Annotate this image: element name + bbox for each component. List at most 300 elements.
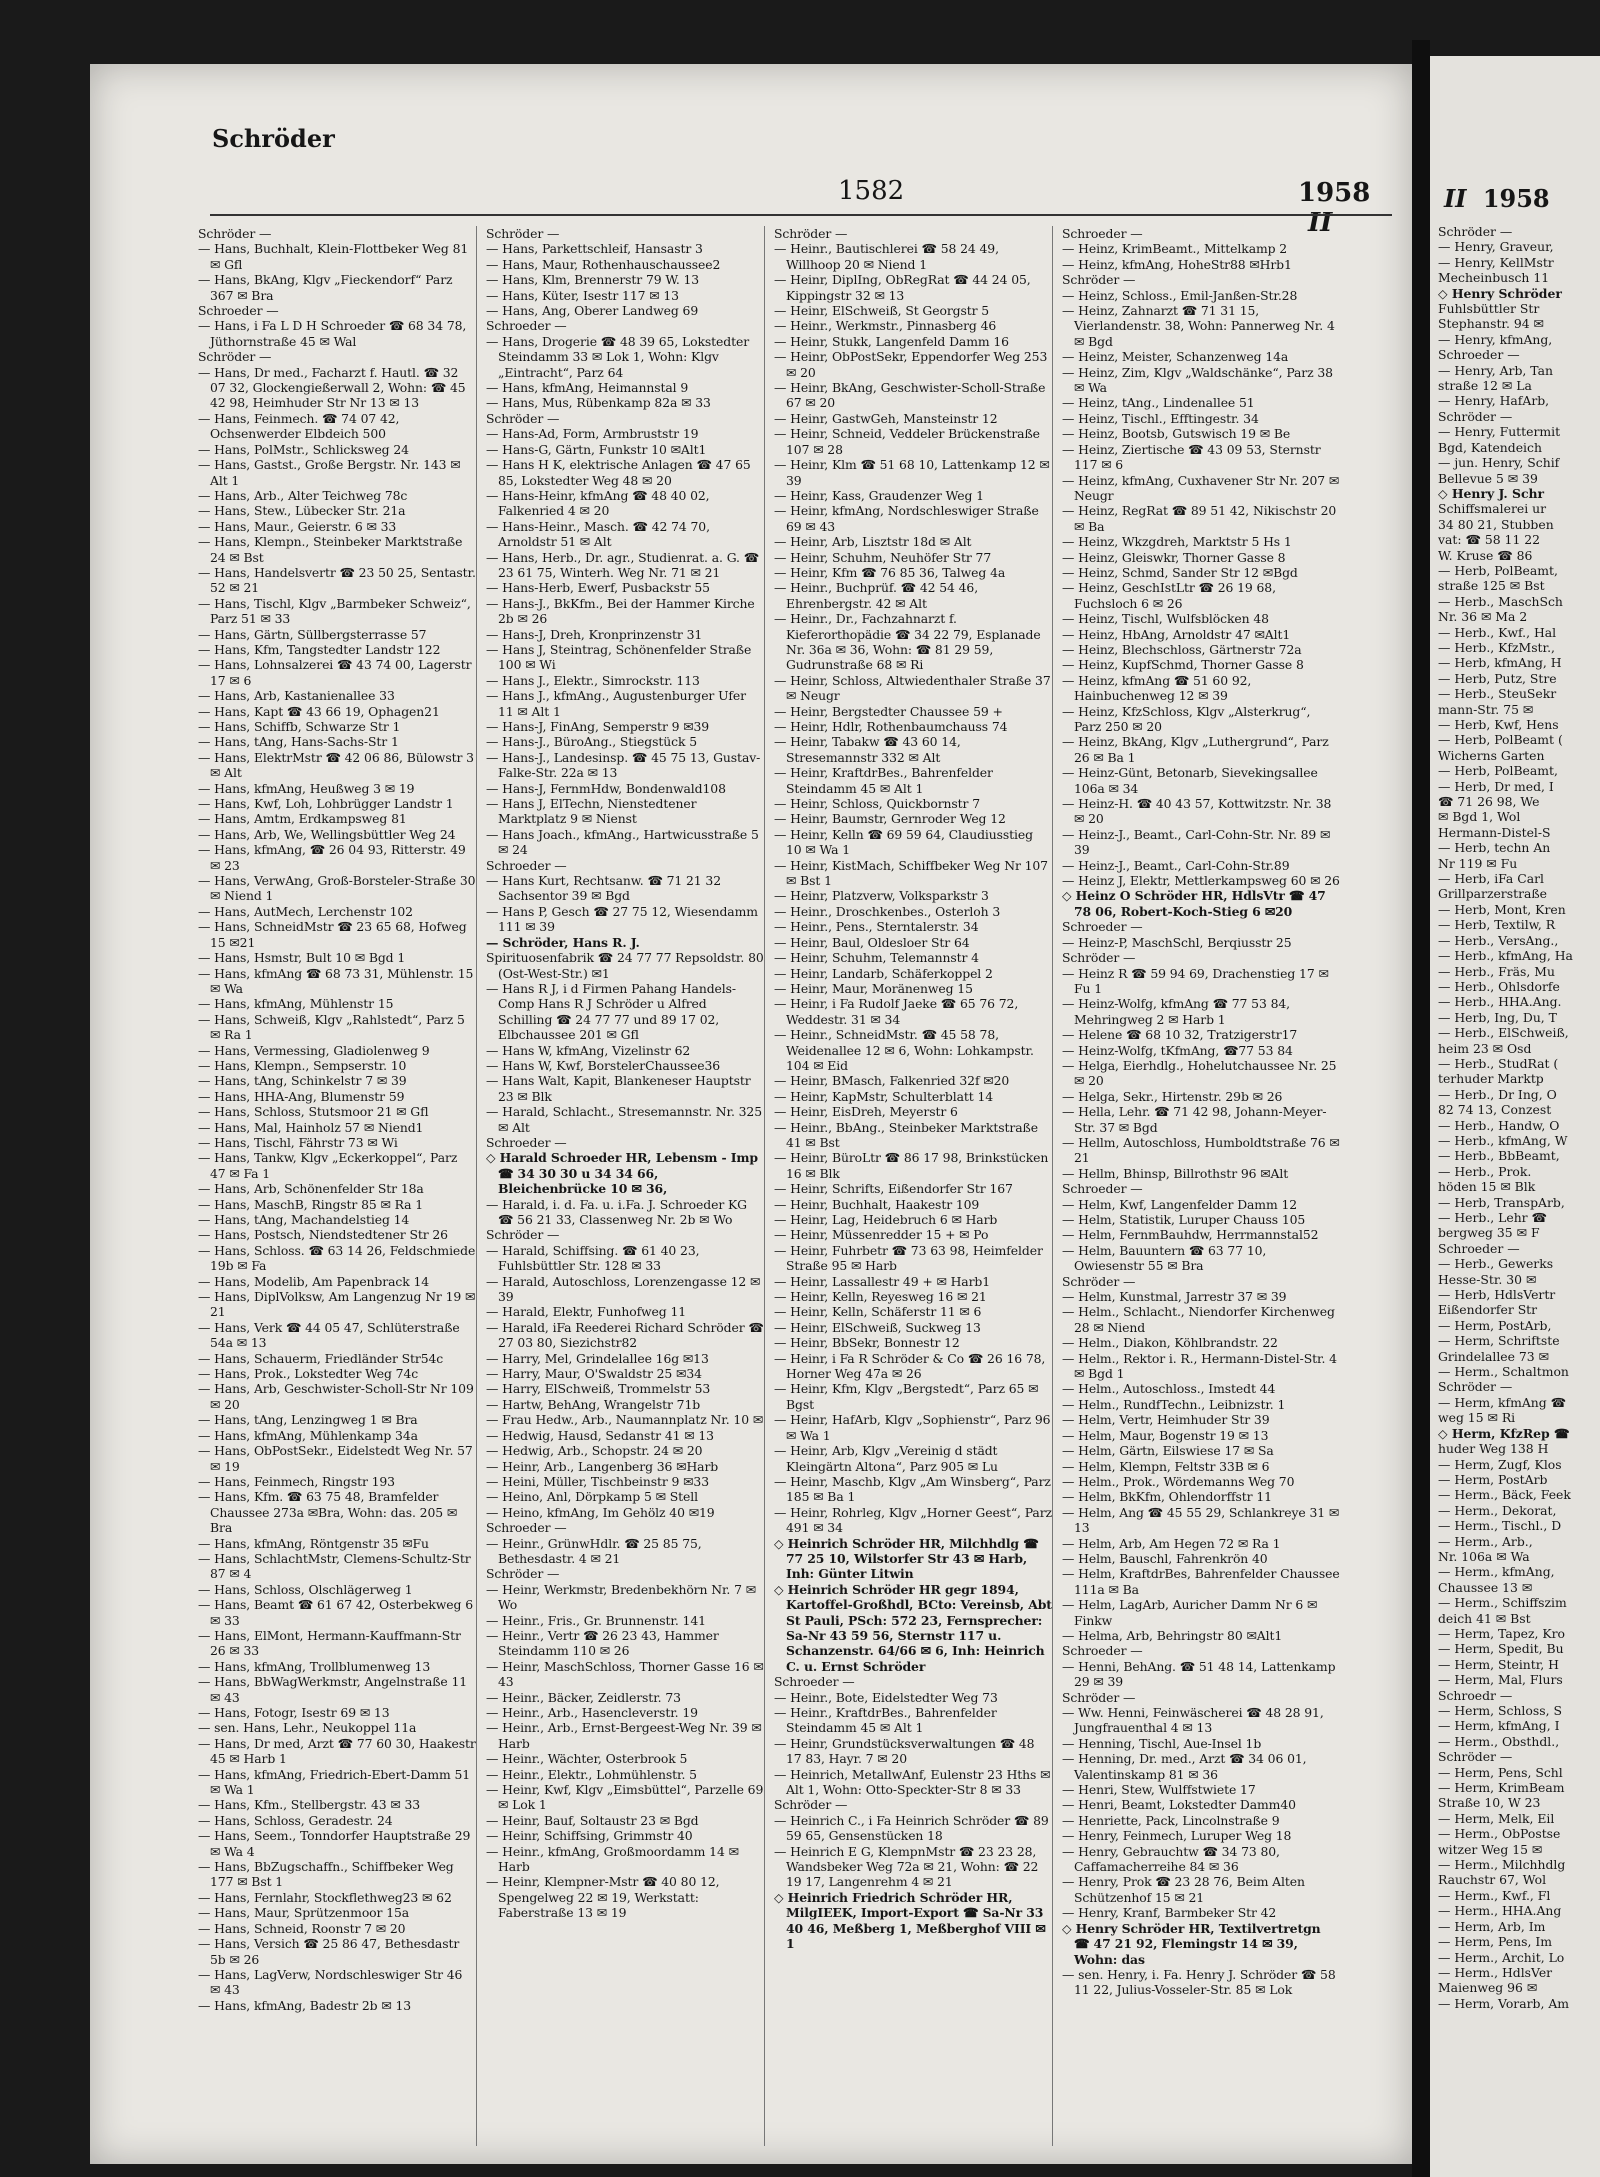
directory-entry: — Heinr, Kwf, Klgv „Eimsbüttel“, Parzelle 69 ✉ Lok 1 — [486, 1782, 764, 1813]
right-page-entry: mann-Str. 75 ✉ — [1438, 701, 1534, 717]
directory-entry: — Hans P, Gesch ☎ 27 75 12, Wiesendamm 111 ✉ 39 — [486, 903, 758, 935]
directory-entry: Schroeder — — [486, 318, 567, 334]
directory-entry: — Heinr, Bergstedter Chaussee 59 + — [774, 703, 1003, 719]
right-page-entry: — Herb, Textilw, R — [1438, 917, 1556, 933]
directory-entry: — Hans H K, elektrische Anlagen ☎ 47 65 85, Lokstedter Weg 48 ✉ 20 — [486, 457, 751, 488]
directory-entry: Schröder — — [774, 226, 848, 241]
right-page-entry: — Herb., MaschSch — [1438, 593, 1563, 609]
directory-entry: — Hans, Maur, Rothenhauschaussee2 — [486, 256, 721, 272]
directory-entry: — Heinr., Bautischlerei ☎ 58 24 49, Willhoop 20 ✉ Niend 1 — [774, 241, 999, 272]
right-page-entry: — Herb, Putz, Stre — [1438, 670, 1557, 686]
right-page-entry: ◇ Herm, KfzRep ☎ — [1438, 1425, 1570, 1441]
directory-entry: — Hans, Kfm, Tangstedter Landstr 122 — [198, 641, 441, 657]
right-page-entry: — Herm., Arb., — [1438, 1533, 1533, 1549]
directory-entry: — Heinr, MaschSchloss, Thorner Gasse 16 ✉ 43 — [486, 1658, 764, 1690]
directory-entry: — Helm, Statistik, Luruper Chauss 105 — [1062, 1212, 1306, 1227]
directory-entry: — Hans, Beamt ☎ 61 67 42, Osterbekweg 6 ✉ 33 — [198, 1597, 473, 1628]
right-page-entry: — Henry, kfmAng, — [1438, 331, 1553, 347]
directory-column-4 — [1062, 226, 1340, 2146]
right-page-entry: — Herm, Zugf, Klos — [1438, 1456, 1562, 1472]
right-page-entry: — Herb., Kwf., Hal — [1438, 624, 1557, 640]
directory-entry: — Hans, Versich ☎ 25 86 47, Bethesdastr 5b ✉ 26 — [198, 1936, 460, 1967]
right-page-entry: — Herm., Milchhdlg — [1438, 1857, 1566, 1873]
right-page-header — [1444, 184, 1550, 213]
right-page-entry: terhuder Marktp — [1438, 1071, 1544, 1087]
directory-entry: — Heinz, GeschIstLtr ☎ 26 19 68, Fuchsloch 6 ✉ 26 — [1062, 580, 1276, 611]
directory-entry: — Hans, kfmAng, ☎ 26 04 93, Ritterstr. 49 ✉ 23 — [198, 842, 466, 873]
directory-entry: — Heinr, Kfm, Klgv „Bergstedt“, Parz 65 ✉ Bgst — [774, 1381, 1039, 1412]
directory-entry: — Heinz, HbAng, Arnoldstr 47 ✉Alt1 — [1062, 626, 1291, 642]
directory-entry: — Hans, SchlachtMstr, Clemens-Schultz-Str 87 ✉ 4 — [198, 1550, 471, 1582]
directory-entry: — Heinr., Werkmstr., Pinnasberg 46 — [774, 318, 997, 334]
right-page-entry: — Herm., ObPostse — [1438, 1826, 1561, 1842]
directory-entry: — Heinz R ☎ 59 94 69, Drachenstieg 17 ✉ Fu 1 — [1062, 965, 1329, 996]
directory-entry: — Hans W, Kwf, BorstelerChaussee36 — [486, 1057, 721, 1073]
directory-entry: — Hans, Fotogr, Isestr 69 ✉ 13 — [198, 1705, 390, 1720]
directory-entry: — Hans, Schneid, Roonstr 7 ✉ 20 — [198, 1920, 406, 1936]
right-page-entry: Straße 10, W 23 — [1438, 1795, 1541, 1811]
directory-entry: — Hans, Lohnsalzerei ☎ 43 74 00, Lagerstr 17 ✉ 6 — [198, 657, 472, 688]
directory-entry: — Helm, Klempn, Feltstr 33B ✉ 6 — [1062, 1458, 1270, 1474]
right-header-volume: II — [1444, 184, 1467, 213]
directory-entry: — Heinr, KistMach, Schiffbeker Weg Nr 107 ✉ Bst 1 — [774, 857, 1048, 889]
directory-entry: — Hans-J., Landesinsp. ☎ 45 75 13, Gustav-Falke-Str. 22a ✉ 13 — [486, 749, 761, 781]
right-page-entry: 34 80 21, Stubben — [1438, 516, 1554, 532]
directory-entry: Schröder — — [1062, 1689, 1136, 1705]
directory-entry: — Ww. Henni, Feinwäscherei ☎ 48 28 91, Jungfrauenthal 4 ✉ 13 — [1062, 1705, 1324, 1736]
directory-entry: — Heinr., Wächter, Osterbrook 5 — [486, 1751, 688, 1767]
directory-entry: — Hans, Prok., Lokstedter Weg 74c — [198, 1366, 419, 1382]
directory-entry: — Hans Kurt, Rechtsanw. ☎ 71 21 32 Sachsentor 39 ✉ Bgd — [486, 873, 721, 904]
right-page-entry: straße 12 ✉ La — [1438, 378, 1532, 394]
right-page-entry: Maienweg 96 ✉ — [1438, 1980, 1538, 1996]
directory-entry: — Heinr, Maur, Moränenweg 15 — [774, 980, 973, 996]
right-page-entry: — Herm., Obsthdl., — [1438, 1733, 1560, 1749]
directory-entry: — Hans, Fernlahr, Stockflethweg23 ✉ 62 — [198, 1889, 452, 1905]
directory-entry: Schröder — — [198, 349, 272, 365]
right-page-entry: — Henry, HafArb, — [1438, 393, 1550, 409]
directory-entry: — Hans-Heinr., Masch. ☎ 42 74 70, Arnoldstr 51 ✉ Alt — [486, 518, 710, 550]
directory-entry: — Hans, Schloss. ☎ 63 14 26, Feldschmiede 19b ✉ Fa — [198, 1242, 476, 1274]
directory-entry: — Heinz, Meister, Schanzenweg 14a — [1062, 349, 1289, 365]
directory-entry: — Heinr., SchneidMstr. ☎ 45 58 78, Weidenallee 12 ✉ 6, Wohn: Lohkampstr. 104 ✉ Eid — [774, 1027, 1034, 1073]
directory-entry: — Hans-Heinr, kfmAng ☎ 48 40 02, Falkenried 4 ✉ 20 — [486, 487, 710, 519]
directory-entry: — Hans, Kfm. ☎ 63 75 48, Bramfelder Chaussee 273a ✉Bra, Wohn: das. 205 ✉ Bra — [198, 1489, 458, 1536]
directory-entry: — Heinr, Schrifts, Eißendorfer Str 167 — [774, 1181, 1013, 1197]
directory-entry: Schroeder — — [1062, 919, 1143, 935]
directory-entry: — Hans-J., BüroAng., Stiegstück 5 — [486, 734, 697, 750]
directory-entry: — Hans W, kfmAng, Vizelinstr 62 — [486, 1042, 691, 1058]
directory-entry: — Heinrich C., i Fa Heinrich Schröder ☎ 89 59 65, Gensenstücken 18 — [774, 1812, 1049, 1844]
directory-entry: — Henry, Gebrauchtw ☎ 34 73 80, Caffamacherreihe 84 ✉ 36 — [1062, 1843, 1280, 1875]
directory-entry: — Heinr., BbAng., Steinbeker Marktstraße 41 ✉ Bst — [774, 1119, 1038, 1150]
directory-entry: — Hans-J, Dreh, Kronprinzenstr 31 — [486, 626, 703, 642]
directory-entry: — Heinz, BkAng, Klgv „Luthergrund“, Parz 26 ✉ Ba 1 — [1062, 734, 1329, 765]
directory-entry: — Hans, HHA-Ang, Blumenstr 59 — [198, 1088, 405, 1104]
right-page-entry: — Herm, kfmAng ☎ — [1438, 1394, 1567, 1410]
directory-entry: — Heinz, tAng., Lindenallee 51 — [1062, 395, 1255, 411]
directory-entry: — Harry, Maur, O'Swaldstr 25 ✉34 — [486, 1366, 702, 1382]
directory-entry: — Heinr, Tabakw ☎ 43 60 14, Stresemannstr 332 ✉ Alt — [774, 734, 961, 765]
right-page-entry: witzer Weg 15 ✉ — [1438, 1841, 1543, 1857]
directory-entry: — Heinr., KraftdrBes., Bahrenfelder Steindamm 45 ✉ Alt 1 — [774, 1705, 997, 1736]
right-header-year: 1958 — [1482, 184, 1550, 213]
right-page-entry: Bellevue 5 ✉ 39 — [1438, 470, 1538, 486]
directory-entry: — Heinr, Lag, Heidebruch 6 ✉ Harb — [774, 1212, 998, 1227]
directory-entry: — Heinr, BkAng, Geschwister-Scholl-Straße 67 ✉ 20 — [774, 380, 1046, 411]
directory-entry: ◇ Heinrich Friedrich Schröder HR, MilgIEEK, Import-Export ☎ Sa-Nr 33 40 46, Meßberg 1, Meßberghof VIII ✉ 1 — [774, 1889, 1046, 1952]
directory-entry: — Heinz-P, MaschSchl, Berqiusstr 25 — [1062, 934, 1292, 950]
right-page-entry: — Herb., StudRat ( — [1438, 1055, 1559, 1071]
directory-entry: — Hans, Dr med, Arzt ☎ 77 60 30, Haakestr 45 ✉ Harb 1 — [198, 1735, 476, 1767]
right-page-entry: — Herm., Schaltmon — [1438, 1364, 1569, 1380]
directory-entry: — Helm., Schlacht., Niendorfer Kirchenweg 28 ✉ Niend — [1062, 1304, 1335, 1335]
right-page-entry: — Herm., Kwf., Fl — [1438, 1887, 1551, 1903]
directory-entry: — Heinz, Wkzgdreh, Marktstr 5 Hs 1 — [1062, 534, 1292, 550]
directory-entry: — Heinr, Schuhm, Telemannstr 4 — [774, 950, 979, 966]
directory-entry: — Heinr, Schiffsing, Grimmstr 40 — [486, 1828, 693, 1844]
directory-entry: — Hans, Tankw, Klgv „Eckerkoppel“, Parz 47 ✉ Fa 1 — [198, 1150, 458, 1181]
directory-entry: — Hans, PolMstr., Schlicksweg 24 — [198, 441, 409, 457]
directory-entry: — Hans, ElMont, Hermann-Kauffmann-Str 26 ✉ 33 — [198, 1627, 461, 1659]
directory-entry: — Hans R J, i d Firmen Pahang Handels-Comp Hans R J Schröder u Alfred Schilling ☎ 24 77 77 und 89 17 02, Elbchaussee 201 ✉ Gfl — [486, 980, 736, 1043]
right-page-entry: Schröder — — [1438, 1379, 1513, 1395]
directory-entry: — Hans-Herb, Ewerf, Pusbackstr 55 — [486, 580, 710, 596]
right-page-entry: — Herb, kfmAng, H — [1438, 655, 1562, 671]
directory-entry: — Hans, Kapt ☎ 43 66 19, Ophagen21 — [198, 703, 440, 719]
directory-entry: — Heinz-H. ☎ 40 43 57, Kottwitzstr. Nr. 38 ✉ 20 — [1062, 796, 1332, 827]
right-page-entry: Eißendorfer Str — [1438, 1302, 1538, 1318]
directory-entry: — Heinz, kfmAng, HoheStr88 ✉Hrb1 — [1062, 256, 1292, 272]
directory-entry: — Heinr, Schuhm, Neuhöfer Str 77 — [774, 549, 992, 565]
directory-entry: — Heinz J, Elektr, Mettlerkampsweg 60 ✉ 26 — [1062, 873, 1340, 889]
directory-entry: — Harald, i. d. Fa. u. i.Fa. J. Schroeder KG ☎ 56 21 33, Classenweg Nr. 2b ✉ Wo — [486, 1196, 747, 1227]
directory-entry: — Henry, Prok ☎ 23 28 76, Beim Alten Schützenhof 15 ✉ 21 — [1062, 1874, 1305, 1905]
directory-entry: — Hans J., Elektr., Simrockstr. 113 — [486, 672, 700, 688]
directory-entry: — Heinz, Bootsb, Gutswisch 19 ✉ Be — [1062, 426, 1291, 442]
right-page-entry: ◇ Henry Schröder — [1438, 285, 1562, 301]
directory-entry: Schroeder — — [486, 1520, 567, 1536]
directory-entry: — Hans, ElektrMstr ☎ 42 06 86, Bülowstr 3 ✉ Alt — [198, 749, 474, 781]
directory-entry: — Hans, Tischl, Klgv „Barmbeker Schweiz“, Parz 51 ✉ 33 — [198, 595, 471, 627]
directory-entry: — Hans, Mal, Hainholz 57 ✉ Niend1 — [198, 1119, 424, 1135]
directory-entry: — Henni, BehAng. ☎ 51 48 14, Lattenkamp 29 ✉ 39 — [1062, 1658, 1336, 1690]
directory-entry: — Heinr, HafArb, Klgv „Sophienstr“, Parz 96 ✉ Wa 1 — [774, 1412, 1051, 1443]
directory-entry: — Heinr, Maschb, Klgv „Am Winsberg“, Parz 185 ✉ Ba 1 — [774, 1473, 1051, 1505]
directory-entry: ◇ Henry Schröder HR, Textilvertretgn ☎ 47 21 92, Flemingstr 14 ✉ 39, Wohn: das — [1062, 1920, 1321, 1967]
directory-entry: — Heinr, ElSchweiß, Suckweg 13 — [774, 1319, 981, 1335]
directory-entry: — Hans, Modelib, Am Papenbrack 14 — [198, 1273, 430, 1289]
right-page-entry: — Herm, Schloss, S — [1438, 1703, 1562, 1718]
directory-entry: — Hedwig, Hausd, Sedanstr 41 ✉ 13 — [486, 1427, 714, 1443]
directory-entry: ◇ Harald Schroeder HR, Lebensm - Imp ☎ 34 30 30 u 34 34 66, Bleichenbrücke 10 ✉ 36, — [486, 1150, 758, 1197]
right-page-entry: — Herb, Kwf, Hens — [1438, 717, 1559, 732]
directory-entry: — Heinr, Kelln, Reyesweg 16 ✉ 21 — [774, 1289, 987, 1305]
directory-entry: — Hans, Maur, Sprützenmoor 15a — [198, 1905, 410, 1921]
right-page-entry: Hermann-Distel-S — [1438, 824, 1551, 840]
right-page-entry: Schröder — — [1438, 224, 1513, 239]
directory-entry: — Helm, Maur, Bogenstr 19 ✉ 13 — [1062, 1427, 1269, 1443]
directory-entry: — Heinr, Baul, Oldesloer Str 64 — [774, 934, 970, 950]
directory-entry: — Schröder, Hans R. J. — [486, 934, 640, 950]
right-page-entry: straße 125 ✉ Bst — [1438, 578, 1545, 594]
right-page-entry: Schroeder — — [1438, 1240, 1520, 1256]
directory-entry: — Hans, Arb, Schönenfelder Str 18a — [198, 1181, 424, 1197]
directory-entry: — Helm, Gärtn, Eilswiese 17 ✉ Sa — [1062, 1443, 1274, 1459]
right-page-entry: — Herm., Dekorat, — [1438, 1502, 1557, 1518]
left-page — [90, 64, 1412, 2164]
right-page-entry: — Herm, Tapez, Kro — [1438, 1625, 1566, 1641]
directory-column-2 — [486, 226, 765, 2146]
right-page-entry: — Herb., VersAng., — [1438, 932, 1559, 948]
directory-entry: Spirituosenfabrik ☎ 24 77 77 Repsoldstr. 80 (Ost-West-Str.) ✉1 — [486, 950, 764, 981]
right-page-entry: — Henry, Graveur, — [1438, 239, 1554, 255]
directory-entry: — Hans, SchneidMstr ☎ 23 65 68, Hofweg 15 ✉21 — [198, 919, 467, 950]
directory-entry: — Hans J., kfmAng., Augustenburger Ufer 11 ✉ Alt 1 — [486, 688, 746, 719]
directory-entry: — Heinr, Buchhalt, Haakestr 109 — [774, 1196, 980, 1212]
right-page-entry: — Henry, Arb, Tan — [1438, 362, 1553, 378]
directory-entry: — Heinr., Bote, Eidelstedter Weg 73 — [774, 1689, 998, 1705]
directory-entry: — Heinz-J., Beamt., Carl-Cohn-Str.89 — [1062, 857, 1290, 873]
right-page-entry: — Herb., Handw, O — [1438, 1117, 1560, 1133]
directory-entry: — Heinr, Arb, Lisztstr 18d ✉ Alt — [774, 534, 972, 550]
right-page-entry: Nr. 106a ✉ Wa — [1438, 1548, 1530, 1564]
directory-entry: Schröder — — [486, 1227, 560, 1243]
directory-entry: — Heinr, BüroLtr ☎ 86 17 98, Brinkstücken 16 ✉ Blk — [774, 1150, 1049, 1181]
directory-entry: — Heinr., Pens., Sterntalerstr. 34 — [774, 919, 979, 935]
directory-entry: — Heinr., Arb., Ernst-Bergeest-Weg Nr. 39 ✉ Harb — [486, 1720, 762, 1751]
right-page-entry: — Herb., Prok. — [1438, 1163, 1532, 1179]
right-page-entry: — Herb, PolBeamt, — [1438, 562, 1558, 578]
header-year: 1958 — [1298, 178, 1371, 208]
directory-entry: — Heinz, KfzSchloss, Klgv „Alsterkrug“, Parz 250 ✉ 20 — [1062, 703, 1311, 734]
directory-entry: — Hans Joach., kfmAng., Hartwicusstraße 5 ✉ 24 — [486, 826, 759, 858]
right-page-entry: — Herm., HdlsVer — [1438, 1964, 1553, 1980]
header-rule — [210, 214, 1392, 216]
right-page-entry: — Herm, KrimBeam — [1438, 1780, 1565, 1796]
directory-entry: — Hans, Mus, Rübenkamp 82a ✉ 33 — [486, 395, 711, 411]
directory-entry: — Helma, Arb, Behringstr 80 ✉Alt1 — [1062, 1627, 1283, 1643]
right-page-entry: Grindelallee 73 ✉ — [1438, 1348, 1549, 1364]
directory-entry: — Helm, FernmBauhdw, Herrmannstal52 — [1062, 1227, 1319, 1243]
right-page-entry: — Herm., Archit, Lo — [1438, 1949, 1565, 1965]
directory-entry: Schroeder — — [774, 1674, 855, 1690]
directory-entry: — Henry, Kranf, Barmbeker Str 42 — [1062, 1905, 1277, 1921]
directory-entry: — Heinr, Rohrleg, Klgv „Horner Geest“, Parz 491 ✉ 34 — [774, 1504, 1052, 1536]
directory-entry: — Henning, Dr. med., Arzt ☎ 34 06 01, Valentinskamp 81 ✉ 36 — [1062, 1751, 1307, 1782]
directory-entry: — Hellm, Bhinsp, Billrothstr 96 ✉Alt — [1062, 1165, 1289, 1181]
right-page-entry: — jun. Henry, Schif — [1438, 455, 1560, 471]
directory-column-1 — [198, 226, 477, 2146]
directory-entry: — Hans, Schweiß, Klgv „Rahlstedt“, Parz 5 ✉ Ra 1 — [198, 1011, 465, 1043]
directory-entry: — Hans, tAng, Machandelstieg 14 — [198, 1212, 410, 1227]
directory-entry: — Hans, kfmAng, Badestr 2b ✉ 13 — [198, 1997, 412, 2013]
directory-entry: — Harald, Elektr, Funhofweg 11 — [486, 1304, 687, 1320]
directory-entry: — Hans, Klm, Brennerstr 79 W. 13 — [486, 272, 700, 288]
directory-entry: — Heinr, Werkmstr, Bredenbekhörn Nr. 7 ✉ Wo — [486, 1581, 757, 1613]
header-volume: II — [1308, 208, 1333, 238]
directory-entry: — Henri, Beamt, Lokstedter Damm40 — [1062, 1797, 1296, 1813]
directory-entry: — Hans, kfmAng ☎ 68 73 31, Mühlenstr. 15 ✉ Wa — [198, 965, 474, 996]
directory-entry: — Heinz, Zahnarzt ☎ 71 31 15, Vierlandenstr. 38, Wohn: Pannerweg Nr. 4 ✉ Bgd — [1062, 303, 1335, 349]
right-page-entry: — Herb., HHA.Ang. — [1438, 994, 1562, 1010]
directory-entry: — Harry, ElSchweiß, Trommelstr 53 — [486, 1381, 711, 1397]
right-page-entry: — Herm, Spedit, Bu — [1438, 1641, 1564, 1657]
directory-entry: — Hans, BbWagWerkmstr, Angelnstraße 11 ✉ 43 — [198, 1674, 468, 1705]
directory-entry: — sen. Henry, i. Fa. Henry J. Schröder ☎ 58 11 22, Julius-Vosseler-Str. 85 ✉ Lok — [1062, 1966, 1336, 1998]
right-page-entry: — Herb, Dr med, I — [1438, 778, 1554, 794]
right-page-entry: Rauchstr 67, Wol — [1438, 1872, 1547, 1888]
right-page-entry: — Herm, Pens, Schl — [1438, 1764, 1563, 1780]
directory-entry: — Heinr, DiplIng, ObRegRat ☎ 44 24 05, Kippingstr 32 ✉ 13 — [774, 272, 1031, 303]
directory-entry: — Hans, Arb, We, Wellingsbüttler Weg 24 — [198, 826, 456, 842]
directory-entry: — Hans, Maur., Geierstr. 6 ✉ 33 — [198, 518, 397, 534]
directory-entry: — Helene ☎ 68 10 32, Tratzigerstr17 — [1062, 1027, 1298, 1043]
right-page-entry: bergweg 35 ✉ F — [1438, 1225, 1540, 1241]
directory-entry: — Hans, VerwAng, Groß-Borsteler-Straße 30 ✉ Niend 1 — [198, 873, 476, 904]
right-page-entry: Fuhlsbüttler Str — [1438, 301, 1540, 317]
directory-entry: — Hans, Parkettschleif, Hansastr 3 — [486, 241, 703, 257]
directory-entry: — Hans, Kfm., Stellbergstr. 43 ✉ 33 — [198, 1797, 421, 1813]
right-page-entry: — Herb, PolBeamt, — [1438, 763, 1558, 779]
right-page-entry: — Herb., BbBeamt, — [1438, 1148, 1560, 1164]
right-page-entry: — Herb., ElSchweiß, — [1438, 1025, 1569, 1041]
right-page-entry: ☎ 71 26 98, We — [1438, 794, 1540, 810]
directory-entry: — Henning, Tischl, Aue-Insel 1b — [1062, 1735, 1262, 1751]
right-page-entry: Nr 119 ✉ Fu — [1438, 855, 1518, 871]
directory-entry: — Hans, Feinmech. ☎ 74 07 42, Ochsenwerder Elbdeich 500 — [198, 410, 400, 442]
directory-entry: — Heinr, Schneid, Veddeler Brückenstraße 107 ✉ 28 — [774, 426, 1040, 457]
directory-entry: — Helm., RundfTechn., Leibnizstr. 1 — [1062, 1396, 1286, 1412]
directory-entry: Schröder — — [486, 410, 560, 426]
directory-entry: — Helga, Sekr., Hirtenstr. 29b ✉ 26 — [1062, 1088, 1283, 1104]
directory-entry: — Hans, Schiffb, Schwarze Str 1 — [198, 719, 401, 734]
directory-entry: — Helm., Diakon, Köhlbrandstr. 22 — [1062, 1335, 1278, 1351]
directory-entry: — Hans, BkAng, Klgv „Fieckendorf“ Parz 367 ✉ Bra — [198, 272, 453, 303]
directory-entry: — Harald, Autoschloss, Lorenzengasse 12 ✉ 39 — [486, 1273, 761, 1305]
directory-entry: Schröder — — [1062, 950, 1136, 966]
directory-entry: — Heinr., Buchprüf. ☎ 42 54 46, Ehrenbergstr. 42 ✉ Alt — [774, 580, 979, 611]
right-page-entry: — Herb, Ing, Du, T — [1438, 1009, 1557, 1025]
right-page-entry: — Henry, Futtermit — [1438, 424, 1561, 440]
directory-entry: — Heinz-Wolfg, kfmAng ☎ 77 53 84, Mehringweg 2 ✉ Harb 1 — [1062, 996, 1290, 1027]
right-page-entry: höden 15 ✉ Blk — [1438, 1179, 1536, 1195]
directory-entry: — Heinr., Droschkenbes., Osterloh 3 — [774, 903, 1001, 919]
directory-entry: — Heinz, Blechschloss, Gärtnerstr 72a — [1062, 641, 1302, 657]
directory-entry: — Hans-J, FernmHdw, Bondenwald108 — [486, 780, 726, 796]
directory-entry: Schröder — — [486, 226, 560, 241]
directory-entry: — Heinr., Vertr ☎ 26 23 43, Hammer Steindamm 110 ✉ 26 — [486, 1627, 719, 1659]
directory-entry: — Heinr., kfmAng, Großmoordamm 14 ✉ Harb — [486, 1843, 739, 1875]
right-page-entry: W. Kruse ☎ 86 — [1438, 547, 1533, 563]
right-page-entry: — Herb, techn An — [1438, 840, 1551, 856]
directory-entry: — Hans, Arb., Alter Teichweg 78c — [198, 487, 408, 503]
directory-entry: — Heinr, Kelln ☎ 69 59 64, Claudiusstieg 10 ✉ Wa 1 — [774, 826, 1033, 858]
directory-entry: — Hans, Schloss, Geradestr. 24 — [198, 1812, 393, 1828]
directory-entry: — Helm., Autoschloss., Imstedt 44 — [1062, 1381, 1276, 1397]
directory-entry: — Hans, Drogerie ☎ 48 39 65, Lokstedter Steindamm 33 ✉ Lok 1, Wohn: Klgv „Eintracht“, Parz 64 — [486, 333, 750, 380]
directory-entry: — Helm, BkKfm, Ohlendorffstr 11 — [1062, 1489, 1272, 1505]
directory-entry: — Heinr, GastwGeh, Mansteinstr 12 — [774, 410, 998, 426]
directory-entry: Schroeder — — [198, 303, 279, 319]
right-page-entry: Schroedr — — [1438, 1687, 1513, 1703]
directory-entry: — Frau Hedw., Arb., Naumannplatz Nr. 10 ✉ — [486, 1412, 764, 1428]
directory-entry: — Heinr, Arb, Klgv „Vereinig d städt Kleingärtn Altona“, Parz 905 ✉ Lu — [774, 1443, 998, 1474]
directory-entry: — Hans, Klempn., Steinbeker Marktstraße 24 ✉ Bst — [198, 534, 463, 565]
directory-entry: — Hans, Klempn., Sempserstr. 10 — [198, 1057, 407, 1073]
directory-entry: — Heinr, Platzverw, Volksparkstr 3 — [774, 888, 989, 904]
directory-entry: — Hans, BbZugschaffn., Schiffbeker Weg 177 ✉ Bst 1 — [198, 1859, 454, 1890]
right-page-entry: — Herm, Vorarb, Am — [1438, 1995, 1570, 2011]
directory-entry: — Helm., Rektor i. R., Hermann-Distel-Str. 4 ✉ Bgd 1 — [1062, 1350, 1337, 1382]
directory-entry: — Heinr, Kelln, Schäferstr 11 ✉ 6 — [774, 1304, 982, 1320]
right-page-entry: — Herb, Mont, Kren — [1438, 901, 1566, 917]
right-page-entry: — Herb., Lehr ☎ — [1438, 1210, 1547, 1225]
right-page-entry: Stephanstr. 94 ✉ — [1438, 316, 1544, 332]
directory-entry: — Heinr, i Fa R Schröder & Co ☎ 26 16 78, Horner Weg 47a ✉ 26 — [774, 1350, 1046, 1382]
directory-entry: — Heinr, Landarb, Schäferkoppel 2 — [774, 965, 993, 981]
right-page-entry: heim 23 ✉ Osd — [1438, 1040, 1532, 1056]
directory-entry: — Heinz, KrimBeamt., Mittelkamp 2 — [1062, 241, 1288, 257]
right-page-entry: — Herb, HdlsVertr — [1438, 1287, 1556, 1303]
page-number: 1582 — [838, 176, 905, 206]
right-page-entry: — Herm, Melk, Eil — [1438, 1810, 1555, 1826]
directory-entry: — Helm, LagArb, Auricher Damm Nr 6 ✉ Finkw — [1062, 1597, 1318, 1628]
directory-entry: — Heinr, ElSchweiß, St Georgstr 5 — [774, 303, 990, 319]
directory-entry: — Heinr., Arb., Hasencleverstr. 19 — [486, 1705, 698, 1720]
directory-entry: — Heinr., Bäcker, Zeidlerstr. 73 — [486, 1689, 681, 1705]
directory-entry: — Heinr, Grundstücksverwaltungen ☎ 48 17 83, Hayr. 7 ✉ 20 — [774, 1735, 1035, 1767]
right-page-entry: — Herm, Mal, Flurs — [1438, 1672, 1563, 1688]
right-page-entry: Nr. 36 ✉ Ma 2 — [1438, 609, 1528, 625]
directory-entry: — Hans, Kwf, Loh, Lohbrügger Landstr 1 — [198, 796, 454, 812]
directory-entry: — Heinz, Tischl., Efftingestr. 34 — [1062, 410, 1259, 426]
directory-entry: — Hans, LagVerw, Nordschleswiger Str 46 ✉ 43 — [198, 1966, 463, 1998]
directory-entry: — Hans, Küter, Isestr 117 ✉ 13 — [486, 287, 679, 303]
directory-entry: ◇ Heinz O Schröder HR, HdlsVtr ☎ 47 78 06, Robert-Koch-Stieg 6 ✉20 — [1062, 888, 1326, 919]
directory-entry: — Hans, kfmAng, Friedrich-Ebert-Damm 51 ✉ Wa 1 — [198, 1766, 471, 1798]
directory-entry: — Heinr., GrünwHdlr. ☎ 25 85 75, Bethesdastr. 4 ✉ 21 — [486, 1535, 702, 1566]
directory-entry: — Heinr., Elektr., Lohmühlenstr. 5 — [486, 1766, 697, 1782]
directory-entry: — Heinr, Schloss, Altwiedenthaler Straße 37 ✉ Neugr — [774, 672, 1051, 704]
directory-entry: — Heinr, kfmAng, Nordschleswiger Straße 69 ✉ 43 — [774, 503, 1039, 534]
directory-entry: — Heinr, Kfm ☎ 76 85 36, Talweg 4a — [774, 564, 1006, 580]
right-page-entry: — Herb., kfmAng, Ha — [1438, 948, 1573, 964]
directory-entry: — Heinrich, MetallwAnf, Eulenstr 23 Hths ✉ Alt 1, Wohn: Otto-Speckter-Str 8 ✉ 33 — [774, 1766, 1051, 1798]
page-gutter — [1412, 40, 1430, 2177]
directory-entry: — Heinr, Stukk, Langenfeld Damm 16 — [774, 333, 1009, 349]
directory-entry: — Heinz, kfmAng, Cuxhavener Str Nr. 207 ✉ Neugr — [1062, 472, 1340, 503]
directory-entry: — Heinr, ObPostSekr, Eppendorfer Weg 253 ✉ 20 — [774, 349, 1048, 380]
directory-entry: — Helga, Eierhdlg., Hohelutchaussee Nr. 25 ✉ 20 — [1062, 1057, 1337, 1089]
right-page-entry: Schröder — — [1438, 408, 1513, 424]
directory-entry: — Heinr, Müssenredder 15 + ✉ Po — [774, 1227, 989, 1243]
directory-entry: — Harald, Schlacht., Stresemannstr. Nr. 325 ✉ Alt — [486, 1104, 762, 1135]
right-page-entry: — Herb., kfmAng, W — [1438, 1132, 1568, 1148]
directory-entry: — Heinr, Klempner-Mstr ☎ 40 80 12, Spengelweg 22 ✉ 19, Werkstatt: Faberstraße 13 ✉ 19 — [486, 1874, 720, 1921]
directory-entry: Schroeder — — [1062, 1643, 1143, 1659]
right-page-entry: — Herb., Fräs, Mu — [1438, 963, 1555, 979]
directory-entry: Schröder — — [1062, 1273, 1136, 1289]
right-page-entry: — Herb., Gewerks — [1438, 1256, 1554, 1272]
directory-entry: Schröder — — [486, 1566, 560, 1582]
directory-entry: — Hans, i Fa L D H Schroeder ☎ 68 34 78, Jüthornstraße 45 ✉ Wal — [198, 318, 467, 349]
right-page-entry: Wicherns Garten — [1438, 747, 1545, 763]
right-page-entry: — Herb., Ohlsdorfe — [1438, 978, 1560, 994]
directory-entry: — Hans, Seem., Tonndorfer Hauptstraße 29 ✉ Wa 4 — [198, 1828, 471, 1859]
directory-entry: Schröder — — [198, 226, 272, 241]
directory-entry: — Heinz, RegRat ☎ 89 51 42, Nikischstr 20 ✉ Ba — [1062, 503, 1337, 534]
